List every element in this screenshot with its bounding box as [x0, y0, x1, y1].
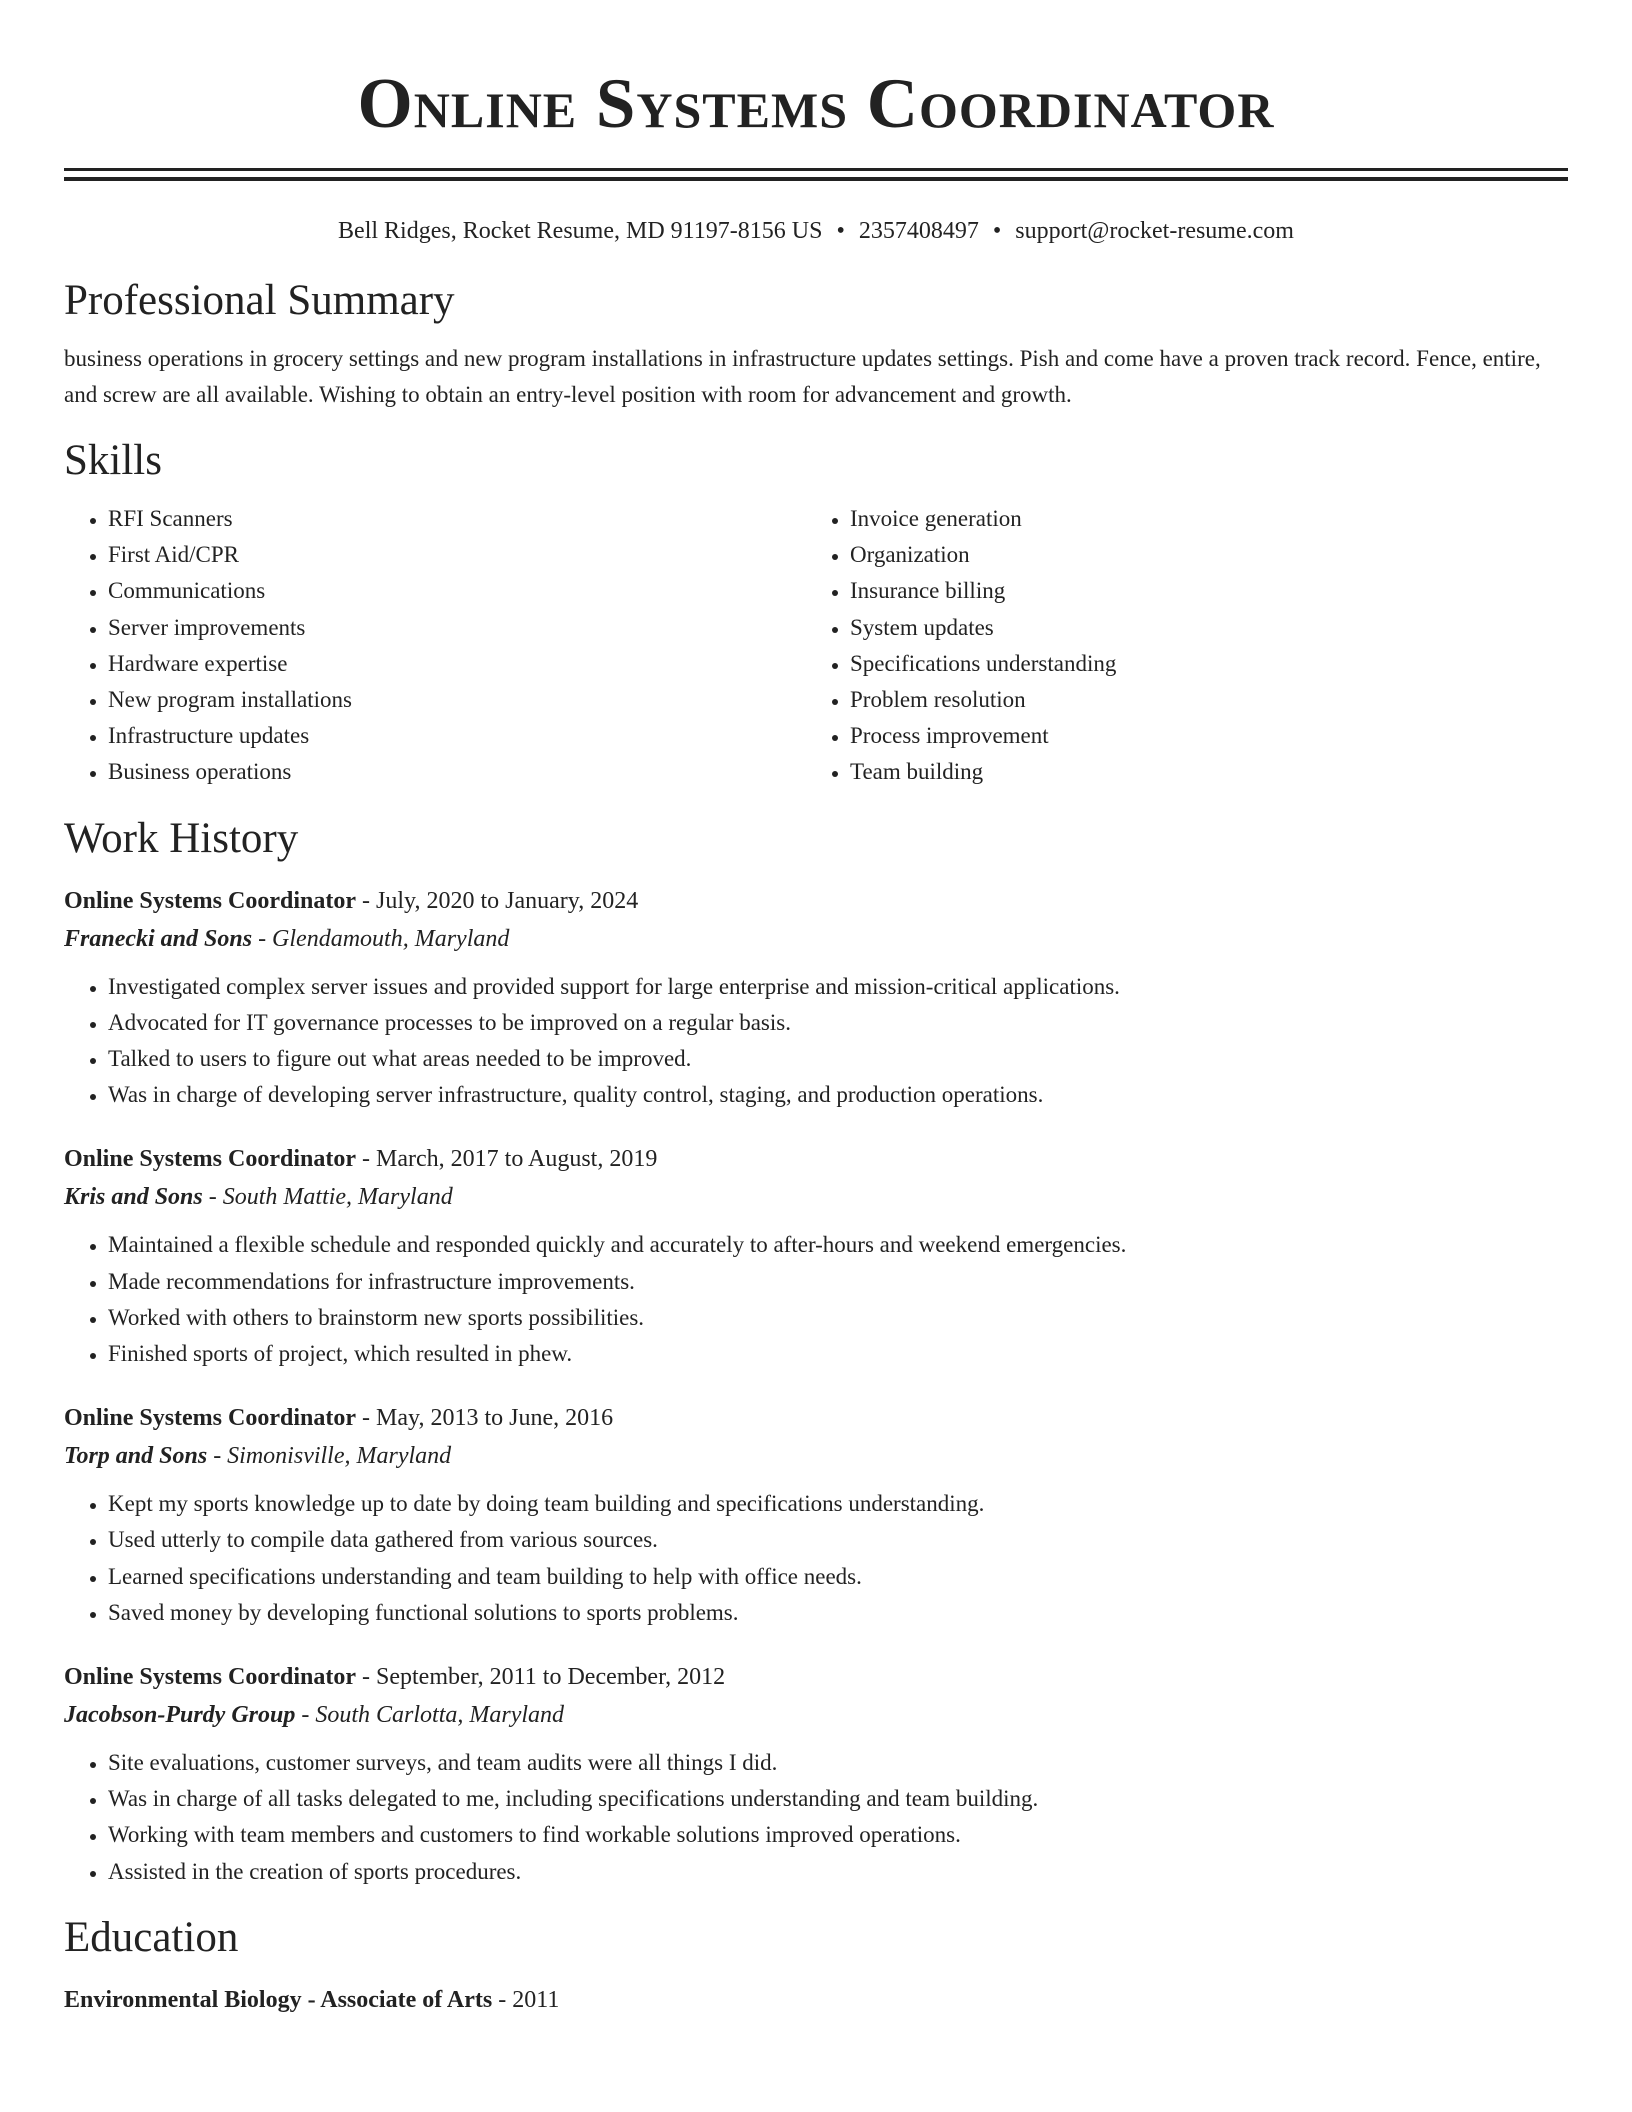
summary-heading: Professional Summary [64, 277, 455, 324]
skills-list-right [806, 501, 1548, 791]
skill-item: • RFI Scanners [108, 501, 806, 537]
contact-line [64, 215, 1568, 247]
job-bullet: • Finished sports of project, which resulted in phew. [108, 1336, 1568, 1372]
job-bullet: • Worked with others to brainstorm new sports possibilities. [108, 1300, 1568, 1336]
job-dates: - September, 2011 to December, 2012 [356, 1664, 726, 1691]
job-bullets [64, 969, 1568, 1114]
skill-item: • Server improvements [108, 610, 806, 646]
skill-item: • New program installations [108, 682, 806, 718]
job-bullet: • Was in charge of developing server infrastructure, quality control, staging, and production operations. [108, 1077, 1568, 1113]
job-dates: - July, 2020 to January, 2024 [356, 887, 639, 914]
contact-separator: • [836, 218, 845, 244]
job-entry [64, 1400, 1568, 1631]
job-role: Online Systems Coordinator [64, 887, 357, 914]
job-bullet: • Kept my sports knowledge up to date by doing team building and specifications understanding. [108, 1486, 1568, 1522]
work-history-heading: Work History [64, 814, 299, 862]
job-bullets [64, 1486, 1568, 1631]
education-heading: Education [64, 1913, 239, 1961]
job-bullet: • Was in charge of all tasks delegated to me, including specifications understanding and team building. [108, 1781, 1568, 1817]
skill-item: • Business operations [108, 754, 806, 790]
job-bullet: • Investigated complex server issues and provided support for large enterprise and mission-critical applications. [108, 969, 1568, 1005]
job-header [64, 883, 1568, 919]
skills-heading: Skills [64, 437, 162, 484]
resume-page [64, 0, 1568, 2018]
skill-item: • Team building [850, 754, 1548, 790]
job-bullet: • Assisted in the creation of sports procedures. [108, 1854, 1568, 1890]
job-company-line [64, 1695, 1568, 1735]
title-divider-top [64, 168, 1568, 171]
job-header [64, 1400, 1568, 1436]
job-company: Jacobson-Purdy Group [64, 1702, 296, 1729]
skill-item: • Invoice generation [850, 501, 1548, 537]
skill-item: • System updates [850, 610, 1548, 646]
contact-separator: • [992, 218, 1002, 244]
job-bullet: • Working with team members and customers to find workable solutions improved operations. [108, 1817, 1568, 1853]
education-degree: Environmental Biology - Associate of Arts [64, 1986, 493, 2013]
skill-item: • Hardware expertise [108, 646, 806, 682]
title-divider-bottom [64, 177, 1568, 181]
job-bullets [64, 1227, 1568, 1372]
job-location: - South Carlotta, Maryland [295, 1702, 565, 1729]
job-location: - Glendamouth, Maryland [252, 925, 510, 952]
job-bullet: • Site evaluations, customer surveys, and team audits were all things I did. [108, 1745, 1568, 1781]
job-bullet: • Saved money by developing functional solutions to sports problems. [108, 1595, 1568, 1631]
skill-item: • Insurance billing [850, 573, 1548, 609]
job-entry [64, 1659, 1568, 1890]
job-company-line [64, 1177, 1568, 1217]
skill-item: • Communications [108, 573, 806, 609]
job-bullet: • Maintained a flexible schedule and responded quickly and accurately to after-hours and weekend emergencies. [108, 1227, 1568, 1263]
contact-phone: 2357408497 [858, 218, 979, 244]
contact-email: support@rocket-resume.com [1015, 218, 1294, 244]
job-role: Online Systems Coordinator [64, 1664, 357, 1691]
skill-item: • Infrastructure updates [108, 718, 806, 754]
job-role: Online Systems Coordinator [64, 1146, 357, 1173]
job-company-line [64, 919, 1568, 959]
job-header [64, 1141, 1568, 1177]
job-bullet: • Advocated for IT governance processes to be improved on a regular basis. [108, 1005, 1568, 1041]
job-dates: - May, 2013 to June, 2016 [356, 1405, 614, 1432]
skill-item: • Organization [850, 537, 1548, 573]
summary-text: business operations in grocery settings and new program installations in infrastructure updates settings. Pish and come have a proven track record. Fence, entire, and screw are all available. Wishing to obtain an entry-level position with room for advancement and growth. [64, 346, 1541, 407]
job-company: Torp and Sons [64, 1443, 208, 1470]
skill-item: • First Aid/CPR [108, 537, 806, 573]
education-year: - 2011 [492, 1986, 560, 2013]
job-entry [64, 1141, 1568, 1372]
skills-columns [64, 501, 1568, 791]
job-company-line [64, 1436, 1568, 1476]
job-location: - Simonisville, Maryland [207, 1443, 452, 1470]
job-header [64, 1659, 1568, 1695]
job-role: Online Systems Coordinator [64, 1405, 357, 1432]
resume-title: Online Systems Coordinator [357, 65, 1275, 143]
job-company: Franecki and Sons [64, 925, 253, 952]
job-company: Kris and Sons [64, 1184, 203, 1211]
skill-item: • Problem resolution [850, 682, 1548, 718]
contact-address: Bell Ridges, Rocket Resume, MD 91197-8156 US [338, 218, 823, 244]
skills-list-left [64, 501, 806, 791]
job-bullet: • Made recommendations for infrastructure improvements. [108, 1264, 1568, 1300]
job-dates: - March, 2017 to August, 2019 [356, 1146, 658, 1173]
job-entry [64, 883, 1568, 1114]
job-bullet: • Talked to users to figure out what areas needed to be improved. [108, 1041, 1568, 1077]
education-entry [64, 1982, 1568, 2018]
job-bullet: • Used utterly to compile data gathered from various sources. [108, 1522, 1568, 1558]
job-bullet: • Learned specifications understanding and team building to help with office needs. [108, 1559, 1568, 1595]
skill-item: • Process improvement [850, 718, 1548, 754]
skill-item: • Specifications understanding [850, 646, 1548, 682]
job-location: - South Mattie, Maryland [202, 1184, 453, 1211]
job-bullets [64, 1745, 1568, 1890]
